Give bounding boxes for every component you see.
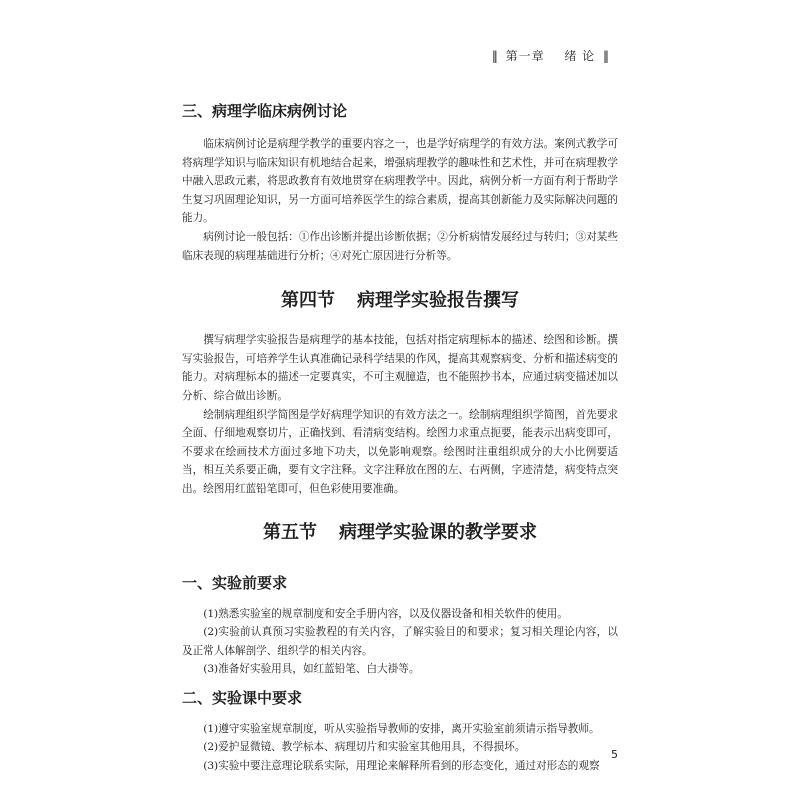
paragraph: 绘制病理组织学简图是学好病理学知识的有效方法之一。绘制病理组织学简图，首先要求全面、仔细地观察切片，正确找到、看清病变结构。绘图力求重点扼要，能表示出病变即可，不要求在绘画技术方面过多地下功夫，以免影响观察。绘图时注重组织成分的大小比例要适当，相互关系要正确，要有文字注释。文字注释放在图的左、右两侧，字迹清楚，病变特点突出。绘图用红蓝铅笔即可，但色彩使用要准确。 [182,408,618,495]
section-four-number: 第四节 [281,290,335,312]
section-five-number: 第五节 [263,521,317,543]
page-number: 5 [611,748,618,761]
running-head-title: 绪 论 [564,49,596,63]
list-item: (3)准备好实验用具，如红蓝铅笔、白大褂等。 [203,663,420,676]
list-item: (1)熟悉实验室的规章制度和安全手册内容，以及仪器设备和相关软件的使用。 [203,607,568,620]
section-five-title: 病理学实验课的教学要求 [339,521,537,543]
running-head-chapter: 第一章 [505,49,545,63]
list-item: (1)遵守实验室规章制度，听从实验指导教师的安排，离开实验室前须请示指导教师。 [203,722,600,735]
paragraph: 病例讨论一般包括：①作出诊断并提出诊断依据；②分析病情发展经过与转归；③对某些临床表现的病理基础进行分析；④对死亡原因进行分析等。 [182,230,618,262]
section-title-five [182,518,618,544]
subsection-heading-during-lab: 二、实验课中要求 [182,688,303,707]
list-item: (3)实验中要注意理论联系实际，用理论来解释所看到的形态变化，通过对形态的观察 [203,760,600,773]
page-content [182,100,618,776]
running-head-right-rule: ‖ [603,49,609,63]
running-head-left-rule: ‖ [491,49,498,63]
list-item: (2)爱护显微镜、教学标本、病理切片和实验室其他用具，不得损坏。 [203,741,526,754]
list-item: (2)实验前认真预习实验教程的有关内容，了解实验目的和要求；复习相关理论内容，以及正常人体解剖学、组织学的相关内容。 [182,626,618,657]
paragraph: 临床病例讨论是病理学教学的重要内容之一，也是学好病理学的有效方法。案例式教学可将病理学知识与临床知识有机地结合起来，增强病理教学的趣味性和艺术性，并可在病理教学中融入思政元素，将思政教育有效地贯穿在病理教学中。因此，病例分析一方面有利于帮助学生复习巩固理论知识，另一方面可培养医学生的综合素质，提高其创新能力及实际解决问题的能力。 [182,138,618,225]
running-head [489,47,612,64]
paragraph: 撰写病理学实验报告是病理学的基本技能，包括对指定病理标本的描述、绘图和诊断。撰写实验报告，可培养学生认真准确记录科学结果的作风，提高其观察病变、分析和描述病变的能力。对病理标本的描述一定要真实，不可主观臆造，也不能照抄书本，应通过病变描述加以分析、综合做出诊断。 [182,334,618,402]
section-heading-case-discussion: 三、病理学临床病例讨论 [182,102,348,120]
subsection-heading-before-lab: 一、实验前要求 [182,573,288,592]
section-four-title: 病理学实验报告撰写 [357,290,519,312]
section-title-four [182,286,618,312]
